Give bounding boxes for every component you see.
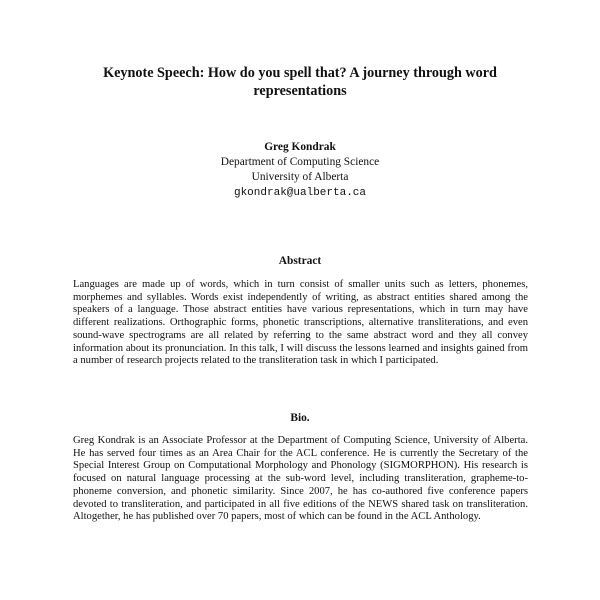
bio-text: Greg Kondrak is an Associate Professor at the Department of Computing Science, University of Alberta. He has served four times as an Area Chair for the ACL conference. He is currently the Secretary of the Special Interest Group on Computational Morphology and Phonology (SIGMORPHON). His research is focused on natural language processing at the sub-word level, including transliteration, grapheme-to-phoneme conversion, and phonetic similarity. Since 2007, he has co-authored five conference papers devoted to transliteration, and participated in all five editions of the NEWS shared task on transliteration. Altogether, he has published over 70 papers, most of which can be found in the ACL Anthology.: [73, 435, 528, 523]
abstract-heading: Abstract: [278, 255, 322, 267]
bio-heading: Bio.: [290, 412, 310, 424]
paper-title: Keynote Speech: How do you spell that? A journey through word representations: [103, 65, 497, 99]
abstract-text: Languages are made up of words, which in turn consist of smaller units such as letters, phonemes, morphemes and syllables. Words exist independently of writing, as abstract entities shared among the speakers of a language. Those abstract entities have various representations, which in turn may have different realizations. Orthographic forms, phonetic transcriptions, alternative transliterations, and even sound-wave spectrograms are all related by referring to the same abstract word and they all convey information about its pronunciation. In this talk, I will discuss the lessons learned and insights gained from a number of research projects related to the transliteration task in which I participated.: [73, 279, 528, 367]
author-name: Greg Kondrak: [264, 141, 336, 153]
author-department: Department of Computing Science: [220, 156, 380, 168]
author-email: gkondrak@ualberta.ca: [233, 187, 367, 199]
author-block: [0, 140, 600, 202]
author-institution: University of Alberta: [251, 171, 349, 183]
